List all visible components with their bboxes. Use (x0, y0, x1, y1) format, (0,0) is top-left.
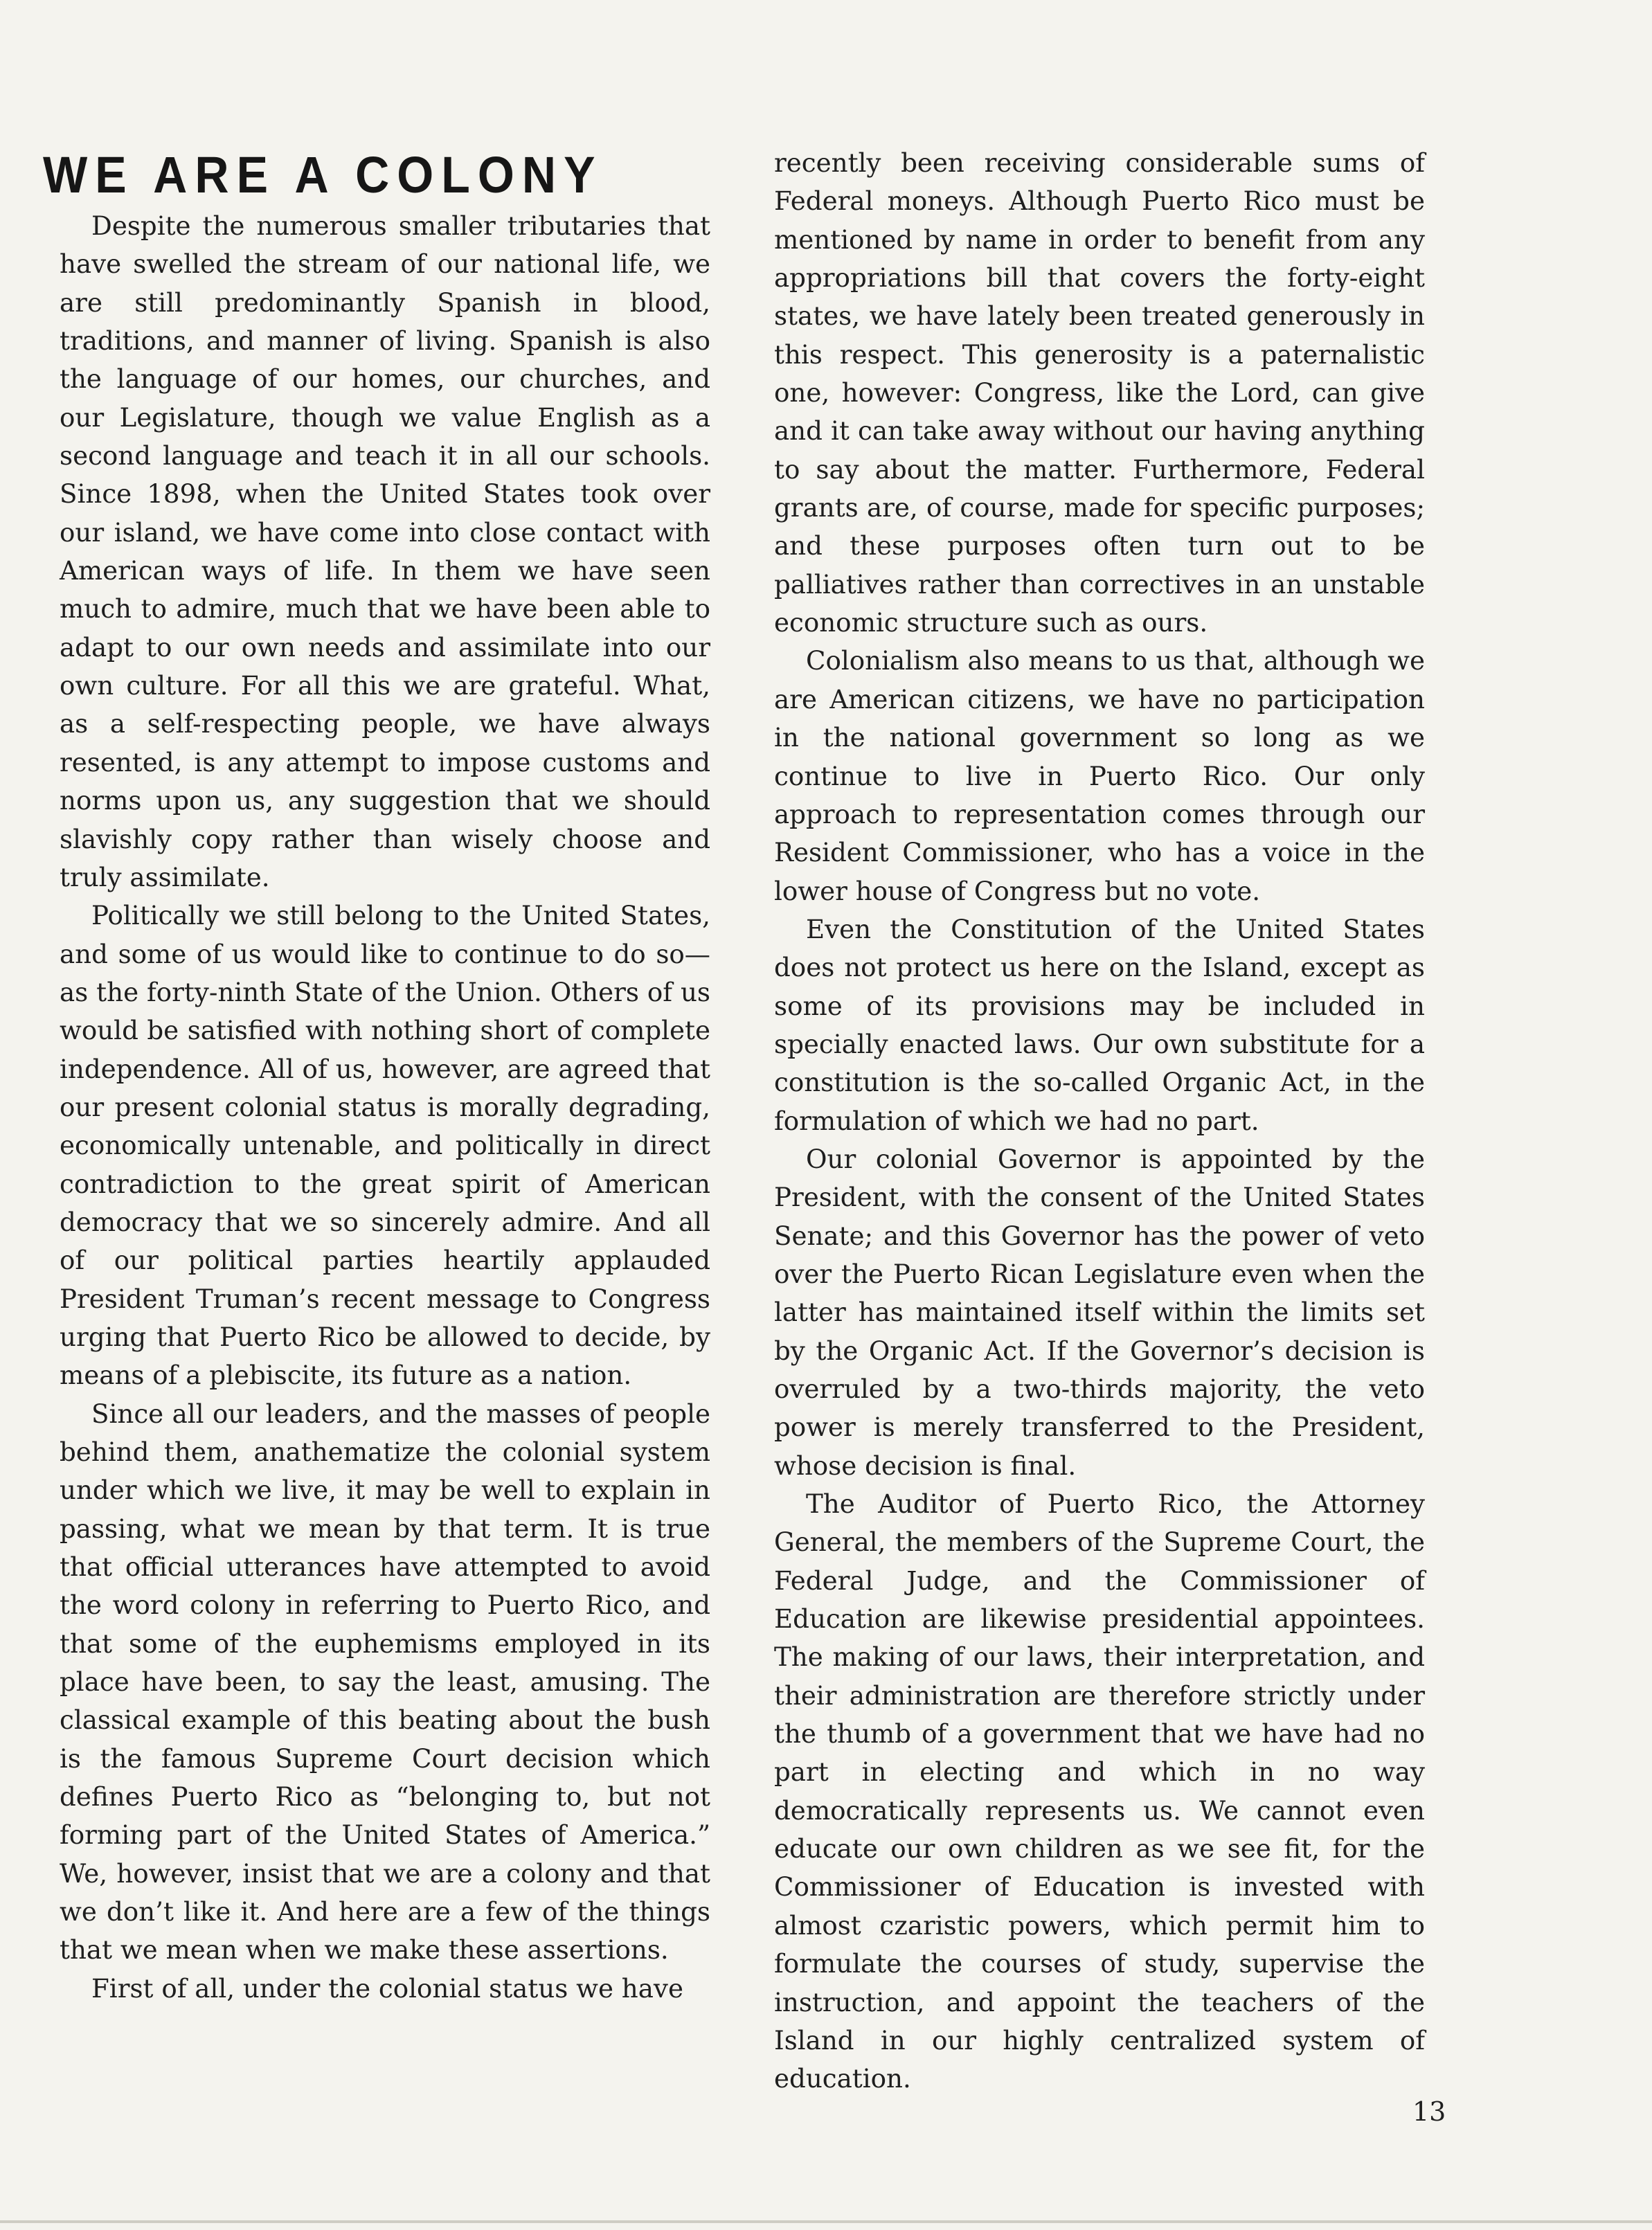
paragraph: Our colonial Governor is appointed by the President, with the consent of the United States Senate; and this Governor has the power of veto over the Puerto Rican Legislature even when the latter has maintained itself within the limits set by the Organic Act. If the Governor’s decision is overruled by a two-thirds majority, the veto power is merely transferred to the President, whose decision is final. (774, 1143, 1425, 1481)
paragraph: Despite the numerous smaller tributaries that have swelled the stream of our national life, we are still predominantly Spanish in blood, traditions, and manner of living. Spanish is also the language of our homes, our churches, and our Legislature, though we value English as a second language and teach it in all our schools. Since 1898, when the United States took over our island, we have come into close contact with American ways of life. In them we have seen much to admire, much that we have been able to adapt to our own needs and assimilate into our own culture. For all this we are grateful. What, as a self-respecting people, we have always resented, is any attempt to impose customs and norms upon us, any suggestion that we should slavishly copy rather than wisely choose and truly assimilate. (60, 210, 710, 892)
paragraph: The Auditor of Puerto Rico, the Attorney General, the members of the Supreme Court, the Federal Judge, and the Commissioner of Education are likewise presidential appointees. The making of our laws, their interpretation, and their administration are therefore strictly under the thumb of a government that we have had no part in electing and which in no way democratically represents us. We cannot even educate our own children as we see fit, for the Commissioner of Education is invested with almost czaristic powers, which permit him to formulate the courses of study, supervise the instruction, and appoint the teachers of the Island in our highly centralized system of education. (774, 1489, 1425, 2094)
left-column (60, 207, 710, 2008)
paragraph: Even the Constitution of the United States does not protect us here on the Island, except as some of its provisions may be included in specially enacted laws. Our own substitute for a constitution is the so-called Organic Act, in the formulation of which we had no part. (774, 913, 1425, 1136)
paragraph: Politically we still belong to the United States, and some of us would like to continue to do so— as the forty-ninth State of the Union. Others of us would be satisfied with nothing short of complete independence. All of us, however, are agreed that our present colonial status is morally degrading, economically untenable, and politically in direct contradiction to the great spirit of American democracy that we so sincerely admire. And all of our political parties heartily applauded President Truman’s recent message to Congress urging that Puerto Rico be allowed to decide, by means of a plebiscite, its future as a nation. (60, 900, 710, 1391)
paragraph: First of all, under the colonial status we have (91, 1972, 683, 2004)
paragraph: Colonialism also means to us that, although we are American citizens, we have no participation in the national government so long as we continue to live in Puerto Rico. Our only approach to representation comes through our Resident Commissioner, who has a voice in the lower house of Congress but no vote. (774, 645, 1425, 906)
paragraph: recently been receiving considerable sums of Federal moneys. Although Puerto Rico must be mentioned by name in order to benefit from any appropriations bill that covers the forty-eight states, we have lately been treated generously in this respect. This generosity is a paternalistic one, however: Congress, like the Lord, can give and it can take away without our having anything to say about the matter. Furthermore, Federal grants are, of course, made for specific purposes; and these purposes often turn out to be palliatives rather than correctives in an unstable economic structure such as ours. (774, 147, 1425, 638)
paragraph: Since all our leaders, and the masses of people behind them, anathematize the colonial system under which we live, it may be well to explain in passing, what we mean by that term. It is true that official utterances have attempted to avoid the word colony in referring to Puerto Rico, and that some of the euphemisms employed in its place have been, to say the least, amusing. The classical example of this beating about the bush is the famous Supreme Court decision which defines Puerto Rico as “belonging to, but not forming part of the United States of America.” We, however, insist that we are a colony and that we don’t like it. And here are a few of the things that we mean when we make these assertions. (60, 1398, 710, 1966)
page-bottom-edge (0, 2220, 1652, 2223)
article-title: WE ARE A COLONY (43, 146, 603, 204)
page-number: 13 (1412, 2096, 1446, 2127)
right-column (774, 144, 1425, 2098)
